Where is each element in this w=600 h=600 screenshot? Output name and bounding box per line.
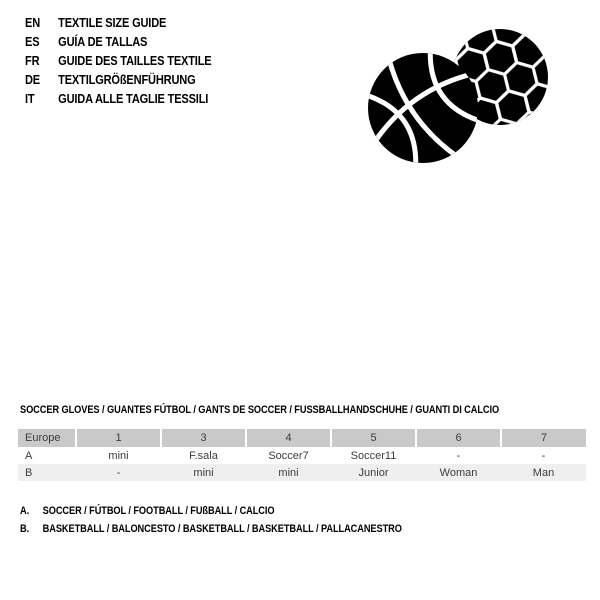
language-code: DE xyxy=(25,72,41,87)
table-cell: - xyxy=(456,449,461,462)
table-cell: Woman xyxy=(439,466,478,479)
header-cell-europe: Europe xyxy=(25,432,61,444)
row-label: A xyxy=(25,449,33,462)
size-table-row-b xyxy=(18,464,586,481)
size-table-header-row xyxy=(18,429,586,447)
language-row-fr xyxy=(25,53,211,72)
table-cell: Soccer11 xyxy=(350,449,397,462)
language-title: TEXTILE SIZE GUIDE xyxy=(58,15,167,30)
size-table-title: SOCCER GLOVES / GUANTES FÚTBOL / GANTS DE SOCCER / FUSSBALLHANDSCHUHE / GUANTI DI CALCIO xyxy=(20,404,500,416)
language-title: GUÍA DE TALLAS xyxy=(58,34,148,49)
header-cell-size: 7 xyxy=(501,429,586,447)
legend-row-b xyxy=(20,523,402,541)
language-title: GUIDA ALLE TAGLIE TESSILI xyxy=(58,91,209,106)
header-cell-size: 1 xyxy=(76,429,161,447)
row-label: B xyxy=(25,466,33,479)
language-title-list xyxy=(25,15,211,110)
size-table xyxy=(18,429,586,481)
language-title: TEXTILGRÖßENFÜHRUNG xyxy=(58,72,196,87)
language-title: GUIDE DES TAILLES TEXTILE xyxy=(58,53,212,68)
table-cell: Soccer7 xyxy=(268,449,309,462)
table-cell: mini xyxy=(278,466,299,479)
table-cell: - xyxy=(116,466,121,479)
table-cell: - xyxy=(541,449,546,462)
legend-row-a xyxy=(20,505,402,523)
size-table-row-a xyxy=(18,447,586,464)
table-cell: Junior xyxy=(358,466,389,479)
legend-text: BASKETBALL / BALONCESTO / BASKETBALL / BASKETBALL / PALLACANESTRO xyxy=(42,523,402,535)
legend-label: B. xyxy=(20,523,30,535)
language-row-en xyxy=(25,15,211,34)
table-cell: mini xyxy=(108,449,129,462)
table-cell: Man xyxy=(532,466,555,479)
table-cell: F.sala xyxy=(189,449,218,462)
header-cell-size: 3 xyxy=(161,429,246,447)
language-code: EN xyxy=(25,15,41,30)
legend-label: A. xyxy=(20,505,30,517)
table-cell: mini xyxy=(193,466,214,479)
basketball-and-soccer-ball-icon xyxy=(358,16,560,178)
legend-notes xyxy=(20,505,402,541)
language-row-it xyxy=(25,91,211,110)
language-row-de xyxy=(25,72,211,91)
language-code: IT xyxy=(25,91,35,106)
language-row-es xyxy=(25,34,211,53)
language-code: FR xyxy=(25,53,40,68)
header-cell-size: 4 xyxy=(246,429,331,447)
legend-text: SOCCER / FÚTBOL / FOOTBALL / FUßBALL / CALCIO xyxy=(42,505,275,517)
language-code: ES xyxy=(25,34,40,49)
header-cell-size: 5 xyxy=(331,429,416,447)
header-cell-size: 6 xyxy=(416,429,501,447)
